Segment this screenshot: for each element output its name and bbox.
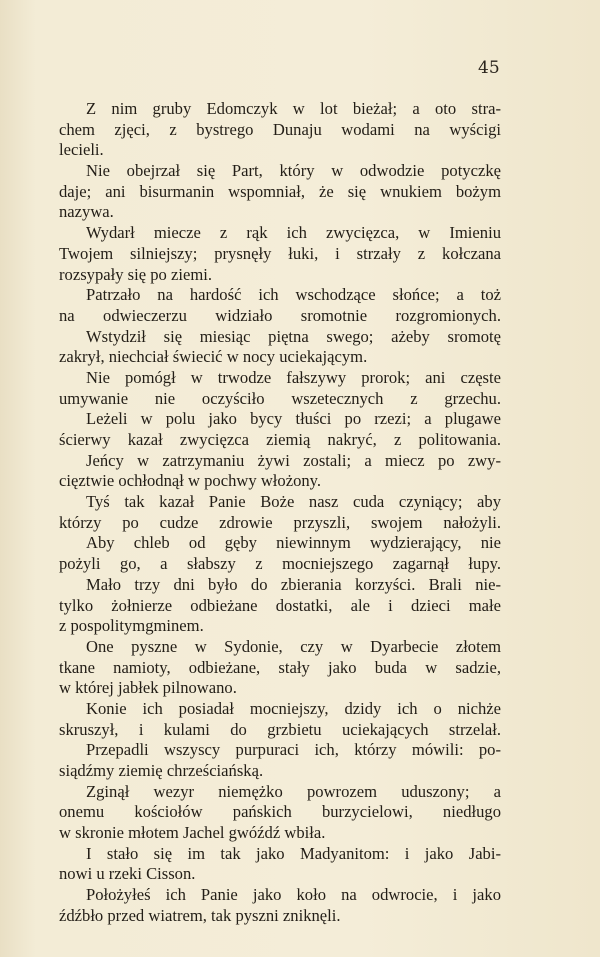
text-line: na odwieczerzu widziało sromotnie rozgromionych. [59, 305, 501, 325]
text-line: I stało się im tak jako Madyanitom: i jako Jabi- [86, 843, 501, 863]
text-line: Wydarł miecze z rąk ich zwycięzca, w Imieniu [86, 223, 501, 243]
text-line: zakrył, niechciał świecić w nocy uciekającym. [59, 347, 368, 367]
text-line: siądźmy ziemię chrześciańską. [59, 761, 264, 780]
text-line: daje; ani bisurmanin wspomniał, że się wnukiem bożym [59, 181, 501, 201]
text-line: nazywa. [59, 202, 114, 222]
text-line: źdźbło przed wiatrem, tak pyszni zniknęli. [59, 905, 341, 925]
text-line: Z nim gruby Edomczyk w lot bieżał; a oto stra- [86, 99, 501, 118]
text-line: Zginął wezyr niemężko powrozem uduszony; a [86, 781, 501, 801]
text-line: Położyłeś ich Panie jako koło na odwrocie, i jako [86, 885, 501, 905]
text-line: Patrzało na hardość ich wschodzące słońce; a toż [86, 285, 501, 305]
body-text [59, 99, 501, 927]
text-line: Leżeli w polu jako bycy tłuści po rzezi; a plugawe [86, 409, 501, 429]
text-line: Jeńcy w zatrzymaniu żywi zostali; a miecz po zwy- [86, 450, 501, 470]
text-line: skruszył, i kulami do grzbietu uciekających strzelał. [59, 719, 501, 739]
text-line: Mało trzy dni było do zbierania korzyści. Brali nie- [86, 574, 501, 594]
text-line: w której jabłek pilnowano. [59, 678, 237, 698]
text-line: ścierwy kazał zwycięzca ziemią nakryć, z politowania. [59, 430, 501, 449]
text-line: cięztwie ochłodnął w pochwy włożony. [59, 471, 322, 491]
text-line: Wstydził się miesiąc piętna swego; ażeby sromotę [86, 326, 501, 346]
text-line: onemu kościołów pańskich burzycielowi, niedługo [59, 802, 501, 822]
text-line: Nie pomógł w trwodze fałszywy prorok; ani częste [86, 367, 501, 387]
text-line: One pyszne w Sydonie, czy w Dyarbecie złotem [86, 636, 501, 656]
text-line: Aby chleb od gęby niewinnym wydzierający, nie [86, 533, 501, 553]
text-line: lecieli. [59, 140, 104, 160]
text-line: tylko żołnierze odbieżane dostatki, ale i dzieci małe [59, 595, 501, 615]
text-line: pożyli go, a słabszy z mocniejszego zagarnął łupy. [59, 554, 501, 574]
text-line: chem zjęci, z bystrego Dunaju wodami na wyścigi [59, 119, 501, 139]
page-number: 45 [478, 58, 500, 78]
text-line: w skronie młotem Jachel gwóźdź wbiła. [59, 823, 326, 843]
text-line: umywanie nie oczyściło wszetecznych z grzechu. [59, 388, 501, 408]
text-line: Tyś tak kazał Panie Boże nasz cuda czyniący; aby [86, 492, 501, 512]
text-line: tkane namioty, odbieżane, stały jako buda w sadzie, [59, 657, 501, 677]
text-line: którzy po cudze zdrowie przyszli, swojem nałożyli. [59, 512, 501, 532]
text-line: nowi u rzeki Cisson. [59, 864, 196, 884]
text-line: rozsypały się po ziemi. [59, 264, 212, 284]
text-line: z pospolitymgminem. [59, 616, 204, 636]
text-line: Konie ich posiadał mocniejszy, dzidy ich o nichże [86, 698, 501, 718]
text-line: Nie obejrzał się Part, który w odwodzie potyczkę [86, 161, 501, 181]
text-line: Twojem silniejszy; prysnęły łuki, i strzały z kołczana [59, 243, 501, 263]
text-line: Przepadli wszyscy purpuraci ich, którzy mówili: po- [86, 740, 501, 760]
